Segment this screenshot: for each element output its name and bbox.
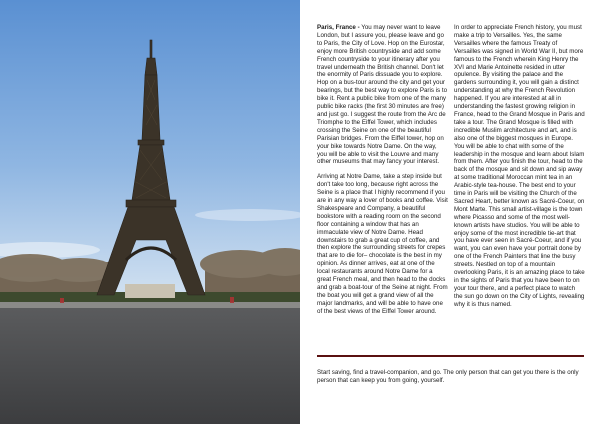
lead-place: Paris, France - [317,24,360,31]
ground [0,302,300,424]
article-column-right [454,24,585,316]
article-page [300,0,600,424]
closing-paragraph: Start saving, find a travel-companion, and go. The only person that can get you there is the only person that can keep you from going, yourself. [317,369,579,384]
article-column-left [317,24,448,323]
paragraph-1-text: You may never want to leave London, but I assure you, please leave and go to Paris, the City of Love. Hop on the Eurostar, enjoy more British countryside and add some French countryside to your itinerary after you travel underneath the British channel. Don't let the enormity of Paris dissuade you to explore. Hop on a bus-tour around the city and get your bearings, but the best way to explore Paris is to bike it. Rent a public bike from one of the many public bike racks (the first 30 minutes are free) and just go. I suggest the route from the Arc de Triomphe to the Eiffel Tower, which includes crossing the Seine on one of the beautiful Parisian bridges. From the Eiffel tower, hop on your bike towards Notre Dame. On the way, you will be able to visit the Louvre and many other museums that may fancy your interest. [317,24,448,166]
paragraph-2: Arriving at Notre Dame, take a step inside but don't take too long, because right across the Seine is a place that I highly recommend if you are in any way a lover of books and coffee. Visit Shakespeare and Company, a beautiful bookstore with a reading room on the second floor containing a window that has an immaculate view of Notre Dame. Head downstairs to grab a great cup of coffee, and then explore the surrounding streets for crepes that are to die for– chocolate is the best in my opinion. As dinner arrives, eat at one of the local restaurants around Notre Dame for a great French meal, and then head to the docks and grab a boat-tour of the Seine at night. From the boat you will get a grand view of all the major landmarks, and will be able to have one of the best views of the Eiffel Tower around. [317,173,448,315]
divider [317,355,584,357]
paragraph-1 [317,24,448,166]
paragraph-3: In order to appreciate French history, you must make a trip to Versailles. Yes, the same Versailles where the famous Treaty of Versailles was signed in World War II, but more famous to the French wherein King Henry the XVI and Marie Antoinette resided in utter opulence. By visiting the palace and the gardens surrounding it, you will gain a distinct understanding at why the French Revolution happened. If you are interested at all in understanding the fastest growing religion in France, head to the Grand Mosque in Paris and take a tour. The Grand Mosque is filled with incredible Muslim architecture and art, and is also one of the biggest mosques in Europe. You will be able to chat with some of the leadership in the mosque and learn about Islam from them. After you finish the tour, head to the back of the mosque and sit down and sip away at some traditional Moroccan mint tea in an Arabic-style tea-house. The best end to your time in Paris will be visiting the Church of the Sacred Heart, better known as Sacré-Coeur, on Mont Marte. This small artist-village is the town where Picasso and some of the most well-known artists have studios. You will be able to enjoy some of the most incredible tie-art that you have ever seen in Sacré-Coeur, and if you want, you can even have your portrait done by one of the French Painters that line the busy streets. Nestled on top of a mountain overlooking Paris, it is an amazing place to take in the sights of Paris that you have been to on your tour there, and a perfect place to watch the sun go down on the City of Lights, revealing why it is thus named. [454,24,585,308]
